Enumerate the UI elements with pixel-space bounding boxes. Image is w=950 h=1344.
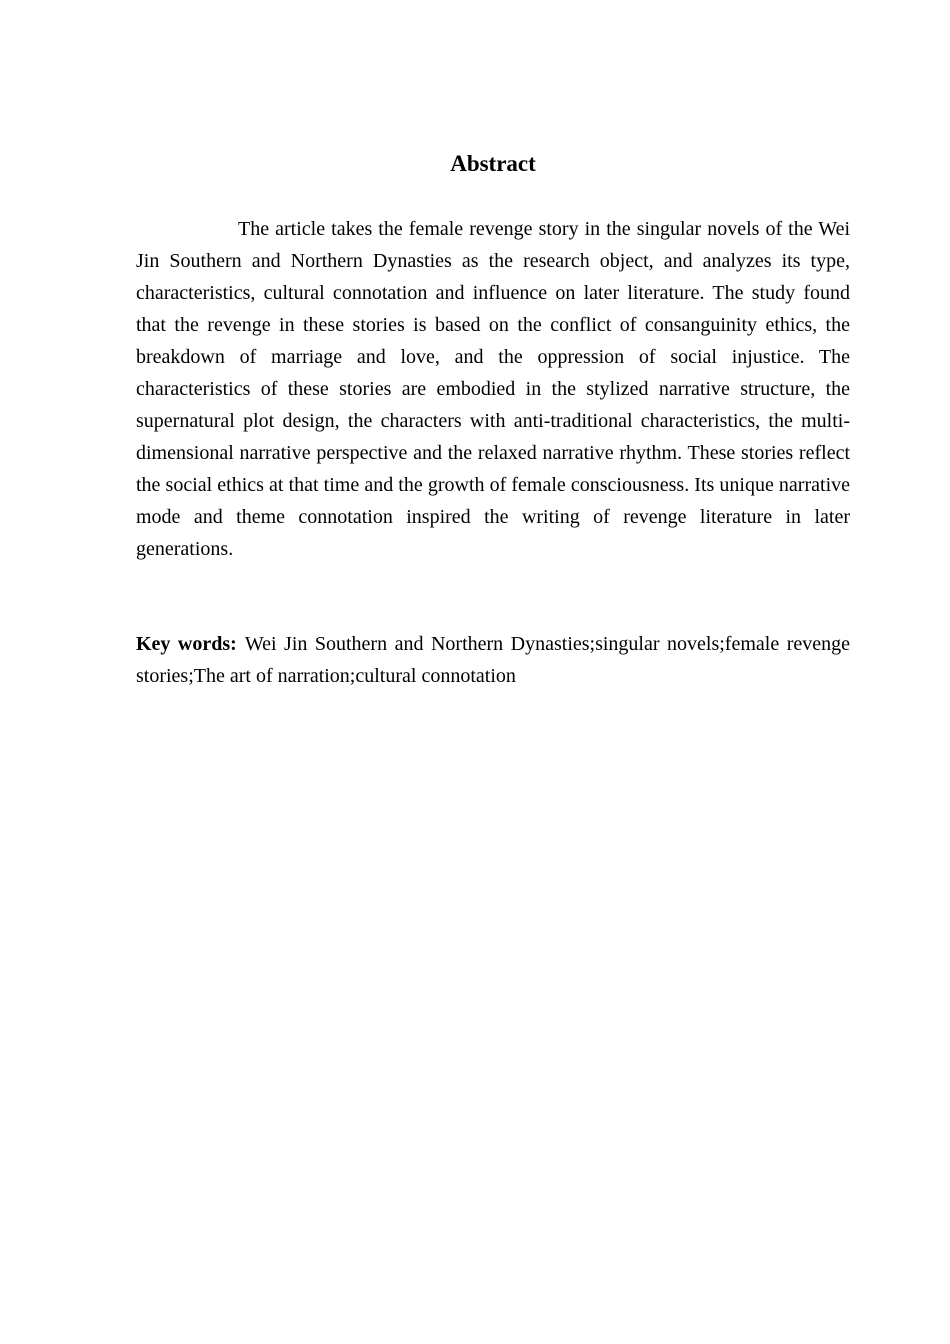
keywords-line	[136, 628, 850, 692]
keywords-text: Wei Jin Southern and Northern Dynasties;singular novels;female revenge stories;The art of narration;cultural connotation	[136, 633, 850, 687]
abstract-paragraph: The article takes the female revenge story in the singular novels of the Wei Jin Southern and Northern Dynasties as the research object, and analyzes its type, characteristics, cultural connotation and influence on later literature. The study found that the revenge in these stories is based on the conflict of consanguinity ethics, the breakdown of marriage and love, and the oppression of social injustice. The characteristics of these stories are embodied in the stylized narrative structure, the supernatural plot design, the characters with anti-traditional characteristics, the multi-dimensional narrative perspective and the relaxed narrative rhythm. These stories reflect the social ethics at that time and the growth of female consciousness. Its unique narrative mode and theme connotation inspired the writing of revenge literature in later generations.	[136, 218, 850, 560]
abstract-title: Abstract	[450, 151, 536, 176]
keywords-label: Key words:	[136, 633, 237, 655]
